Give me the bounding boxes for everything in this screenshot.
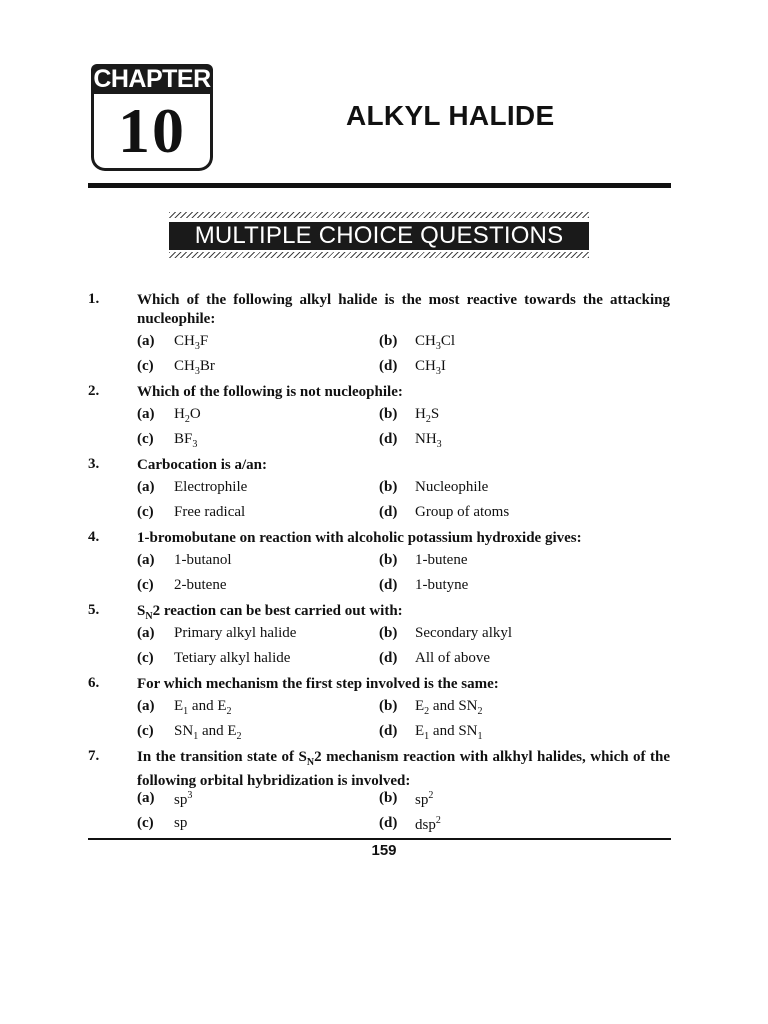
- option-label: (d): [379, 503, 398, 520]
- subscript: 2: [424, 706, 430, 717]
- option-label: (b): [379, 406, 398, 422]
- option-text: $CH_3F$: [174, 333, 209, 352]
- option-label: (c): [137, 357, 154, 374]
- option-label: (b): [379, 698, 398, 714]
- option-label: (a): [137, 790, 155, 806]
- option-label: (c): [137, 722, 154, 739]
- option-label: (c): [137, 576, 154, 593]
- option-text: $BF_3$: [174, 430, 198, 450]
- option-text: Tetiary alkyl halide: [174, 649, 291, 666]
- option-text: $H_2S$: [415, 406, 440, 425]
- subscript: 3: [435, 365, 441, 377]
- question-number: 2.: [88, 383, 100, 399]
- option-text: 1-butene: [415, 552, 468, 568]
- option-text: $CH_3I$: [415, 357, 446, 377]
- question-number: 5.: [88, 602, 100, 618]
- subscript: 1: [183, 706, 189, 717]
- option-label: (d): [379, 722, 398, 739]
- page-number: 159: [371, 842, 397, 859]
- option-label: (b): [379, 333, 398, 349]
- question-text: 1-bromobutane on reaction with alcoholic potassium hydroxide gives:: [137, 530, 582, 546]
- option-label: (d): [379, 649, 398, 666]
- subscript: 2: [226, 706, 232, 717]
- option-text: Nucleophile: [415, 479, 489, 495]
- option-label: (a): [137, 406, 155, 422]
- subscript: 2: [236, 730, 242, 742]
- subscript: N: [306, 757, 315, 768]
- question-number: 4.: [88, 529, 100, 545]
- option-text: Group of atoms: [415, 503, 510, 520]
- option-text: $sp^3$: [174, 790, 193, 808]
- superscript: 2: [435, 814, 441, 826]
- subscript: 2: [184, 414, 190, 425]
- subscript: 1: [424, 730, 430, 742]
- subscript: 3: [436, 438, 442, 450]
- banner-ornament-bottom: [169, 252, 589, 258]
- subscript: 2: [477, 706, 483, 717]
- chapter-label: CHAPTER: [91, 64, 213, 94]
- option-text: $CH_3Br$: [174, 357, 215, 377]
- option-label: (d): [379, 576, 398, 593]
- question-text: Which of the following is not nucleophile:: [137, 384, 403, 400]
- option-label: (b): [379, 552, 398, 568]
- option-text: Primary alkyl halide: [174, 625, 297, 641]
- question-number: 6.: [88, 675, 100, 691]
- option-label: (c): [137, 649, 154, 666]
- option-text: $E_1$ and $SN_1$: [415, 722, 483, 742]
- chapter-number-box: [91, 94, 213, 171]
- banner-ornament-top: [169, 212, 589, 218]
- option-text: 1-butyne: [415, 576, 469, 593]
- option-label: (a): [137, 552, 155, 568]
- question-text: In the transition state of $S_N2$ mechanism reaction with alkhyl halides, which of the following orbital hybridization is involved:: [137, 749, 670, 789]
- option-label: (d): [379, 357, 398, 374]
- option-text: 2-butene: [174, 576, 227, 593]
- header-divider: [88, 183, 671, 188]
- subscript: 3: [194, 365, 200, 377]
- chapter-number: 10: [118, 95, 186, 166]
- subscript: 1: [477, 730, 483, 742]
- option-text: All of above: [415, 649, 490, 666]
- section-heading: MULTIPLE CHOICE QUESTIONS: [169, 222, 589, 250]
- option-label: (d): [379, 814, 398, 831]
- option-label: (c): [137, 503, 154, 520]
- question-text: Which of the following alkyl halide is the most reactive towards the attacking nucleophile:: [137, 292, 670, 327]
- option-text: Free radical: [174, 503, 246, 520]
- footer-divider: [88, 838, 671, 840]
- option-label: (c): [137, 814, 154, 831]
- option-text: $E_1$ and $E_2$: [174, 698, 232, 717]
- subscript: 1: [193, 730, 199, 742]
- superscript: 2: [428, 790, 434, 801]
- option-label: (b): [379, 625, 398, 641]
- option-text: $NH_3$: [415, 430, 442, 450]
- option-label: (b): [379, 790, 398, 806]
- option-text: $CH_3Cl$: [415, 333, 456, 352]
- question-number: 7.: [88, 748, 100, 764]
- option-text: Electrophile: [174, 479, 248, 495]
- question-number: 3.: [88, 456, 100, 472]
- option-text: dsp$^2$: [415, 814, 441, 833]
- option-text: $sp^2$: [415, 790, 434, 808]
- option-text: $SN_1$ and $E_2$: [174, 722, 242, 742]
- option-text: 1-butanol: [174, 552, 232, 568]
- option-label: (b): [379, 479, 398, 495]
- question-text: $S_N2$ reaction can be best carried out with:: [137, 603, 403, 622]
- question-text: For which mechanism the first step involved is the same:: [137, 676, 499, 692]
- chapter-badge: [91, 64, 213, 172]
- option-label: (c): [137, 430, 154, 447]
- subscript: 3: [194, 341, 200, 352]
- option-text: sp: [174, 814, 188, 831]
- subscript: 3: [435, 341, 441, 352]
- question-text: Carbocation is a/an:: [137, 457, 268, 473]
- option-label: (a): [137, 479, 155, 495]
- option-label: (a): [137, 333, 155, 349]
- section-banner: [169, 212, 589, 258]
- chapter-title: ALKYL HALIDE: [346, 100, 555, 131]
- subscript: N: [145, 611, 153, 622]
- subscript: 3: [192, 438, 198, 450]
- superscript: 3: [187, 790, 193, 801]
- option-text: Secondary alkyl: [415, 625, 513, 641]
- option-label: (a): [137, 698, 155, 714]
- question-number: 1.: [88, 291, 100, 307]
- option-label: (a): [137, 625, 155, 641]
- option-label: (d): [379, 430, 398, 447]
- option-text: $E_2$ and $SN_2$: [415, 698, 483, 717]
- option-text: $H_2O$: [174, 406, 201, 425]
- subscript: 2: [425, 414, 431, 425]
